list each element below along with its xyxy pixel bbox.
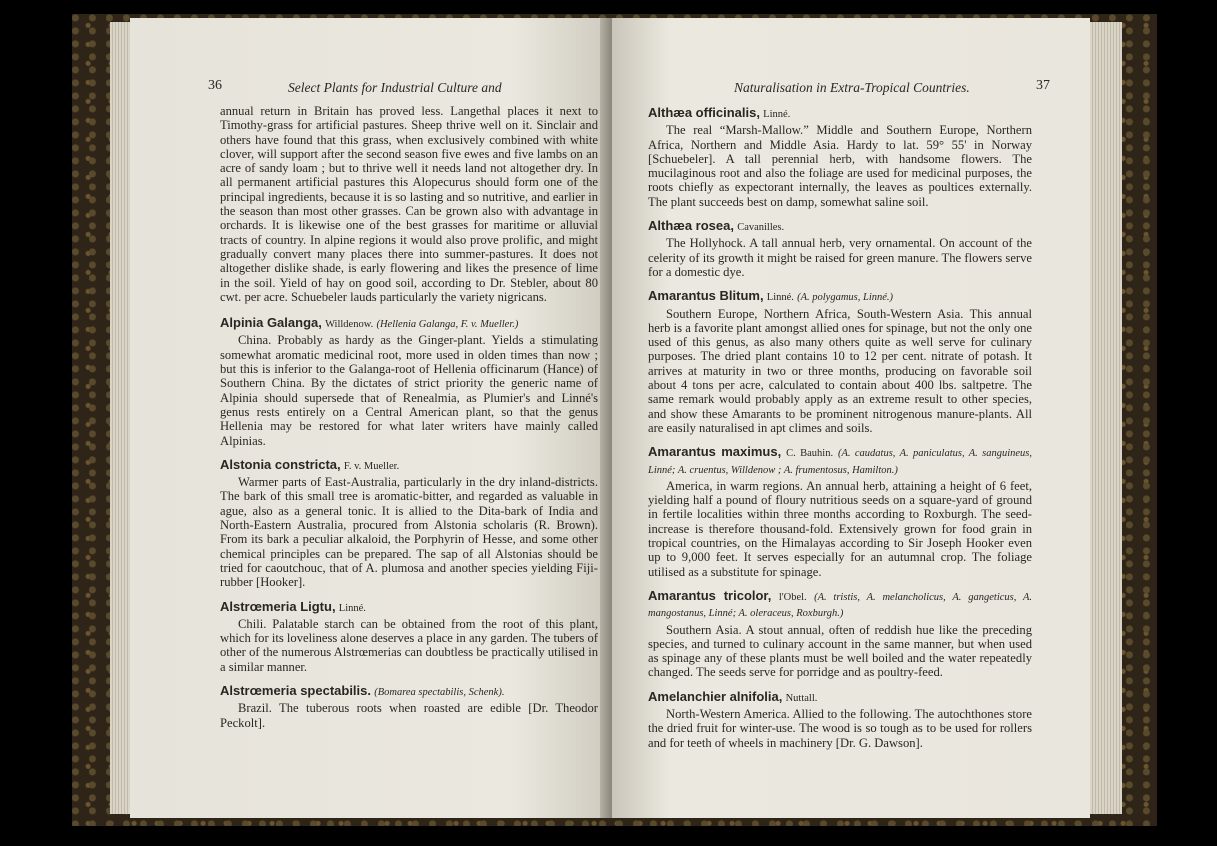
species-name: Althæa rosea, [648,218,734,234]
entry-text: Warmer parts of East-Australia, particularly in the dry inland-districts. The bark of this small tree is aromatic-bitter, and regarded as valuable in ague, also as a general tonic. It is allied to the Dita-bark of India and North-Eastern Australia, procured from Alstonia scholaris (R. Brown). From its bark a peculiar alkaloid, the Porphyrin of Hesse, and some other chemical principles can be prepared. The sap of all Alstonias should be tried for caoutchouc, that of A. plumosa and another species yielding Fiji-rubber [Hooker]. [220,475,598,590]
entry-text: Brazil. The tuberous roots when roasted are edible [Dr. Theodor Peckolt]. [220,701,598,730]
entry-text: The real “Marsh-Mallow.” Middle and Southern Europe, Northern Africa, Northern and Middle Asia. Hardy to lat. 59° 55' in Norway [Schuebeler]. A tall perennial herb, with handsome flowers. The mucilaginous root and also the foliage are used for medicinal purposes, the roots chiefly as expectorant internally, the leaves as poultices externally. The plant succeeds best on damp, somewhat saline soil. [648,123,1032,209]
entry-heading [648,445,1032,478]
page-number: 37 [1036,78,1050,93]
species-name: Alstrœmeria Ligtu, [220,598,336,614]
authority: Linné. [338,602,366,614]
entry [648,219,1032,279]
page-number: 36 [208,78,222,93]
species-name: Amelanchier alnifolia, [648,688,783,704]
running-head: Naturalisation in Extra-Tropical Countries. [734,80,970,95]
entry-heading [220,684,598,700]
entry-heading [648,690,1032,706]
synonyms: (Bomarea spectabilis, Schenk). [374,686,505,698]
entry-text: America, in warm regions. An annual herb, attaining a height of 6 feet, yielding half a pound of floury nutritious seeds on a square-yard of ground in fertile localities within three months according to Roxburgh. The seed-increase is therefore thousand-fold. Extensively grown for food grain in tropical countries, on the Himalayas according to Sir Joseph Hooker even up to 9,000 feet. It serves especially for an autumnal crop. The foliage utilised as a substitute for spinage. [648,478,1032,579]
left-text-block [220,104,598,740]
synonyms: (A. tristis, A. melancholicus, A. gangeticus, A. mangostanus, Linné; A. oleraceus, Roxburgh.) [648,591,1033,620]
entry-text: North-Western America. Allied to the following. The autochthones store the dried fruit for winter-use. The wood is so tough as to be used for rollers and for teeth of wheels in machinery [Dr. G. Dawson]. [648,706,1032,750]
entry-text: The Hollyhock. A tall annual herb, very ornamental. On account of the celerity of its growth it might be raised for green manure. The flowers serve for a domestic dye. [648,236,1032,279]
authority: Nuttall. [785,692,818,704]
entry-heading [648,219,1032,235]
authority: Willdenow. [325,319,374,331]
authority: l'Obel. [778,591,807,603]
species-name: Amarantus Blitum, [648,288,764,304]
entry-heading [220,458,598,474]
entry [648,289,1032,435]
right-page [612,18,1090,818]
entry [220,316,598,448]
entry-heading [220,316,598,332]
entry [220,684,598,730]
entry-text: Southern Asia. A stout annual, often of reddish hue like the preceding species, and turned to culinary account in the same manner, but when used as spinage any of these plants must be well boiled and the water repeatedly changed. The seeds serve for porridge and as poultry-feed. [648,622,1032,680]
entry [648,589,1032,680]
entry [648,690,1032,750]
entry-text: Southern Europe, Northern Africa, South-Western Asia. This annual herb is a favorite plant amongst allied ones for spinage, but not the only one used of this genus, as also many others quite as well serve for culinary purposes. The dried plant contains 10 to 12 per cent. nitrate of potash. It arrives at maturity in two or three months, producing on favorable soil about 4 tons per acre, calculated to contain about 400 lbs. saltpetre. The same remark would probably apply as an extreme result to other species, and show these Amarants to be prominent nitrogenous manure-plants. All are easily naturalised in apt climes and soils. [648,306,1032,435]
authority: Linné. [766,292,794,304]
entry-heading [648,289,1032,305]
synonyms: (Hellenia Galanga, F. v. Mueller.) [376,319,519,331]
entry [648,445,1032,579]
entry-heading [220,600,598,616]
entry-heading [648,589,1032,622]
running-head: Select Plants for Industrial Culture and [288,80,502,95]
entry-heading [648,106,1032,122]
authority: Cavanilles. [737,222,785,234]
authority: Linné. [763,109,791,120]
species-name: Althæa officinalis, [648,105,760,120]
species-name: Amarantus maximus, [648,444,782,460]
authority: C. Bauhin. [786,448,834,460]
entry [648,106,1032,209]
synonyms: (A. caudatus, A. paniculatus, A. sanguineus, Linné; A. cruentus, Willdenow ; A. frumentosus, Hamilton.) [648,448,1032,476]
entry [220,600,598,674]
entry-text: Chili. Palatable starch can be obtained from the root of this plant, which for its loveliness alone deserves a place in any garden. The tubers of other of the numerous Alstrœmerias can doubtless be practically utilised in a similar manner. [220,616,598,674]
authority: F. v. Mueller. [343,460,400,472]
intro-paragraph: annual return in Britain has proved less. Langethal places it next to Timothy-grass for artificial pastures. Sheep thrive well on it. Sinclair and others have found that this grass, when exclusively combined with white clover, will support after the second season five ewes and five lambs on an acre of sandy loam ; but to thrive well it needs land not altogether dry. In all permanent artificial pastures this Alopecurus should form one of the principal ingredients, because it is so lasting and so nutritive, and earlier in the season than most other grasses. Can be grown also with advantage in orchards. It is likewise one of the best grasses for maritime or alluvial tracts of country. In alpine regions it would also prove prolific, and might gradually convert many places there into summer-pastures. It does not altogether dislike shade, is early flowering and likes the presence of lime in the soil. Yield of hay on good soil, according to Dr. Stebler, about 80 cwt. per acre. Schuebeler lauds particularly the variety nigricans. [220,104,598,304]
left-page [130,18,608,818]
synonyms: (A. polygamus, Linné.) [797,292,894,304]
species-name: Alpinia Galanga, [220,315,322,331]
species-name: Alstrœmeria spectabilis. [220,682,371,698]
entry-text: China. Probably as hardy as the Ginger-plant. Yields a stimulating somewhat aromatic medicinal root, more used in olden times than now ; but this is inferior to the Galanga-root of Hellenia officinarum (Hance) of Southern China. By the dictates of strict priority the generic name of Alpinia should supersede that of Renealmia, as Plumier's and Linné's genus rests entirely on a Central American plant, so that the genus Hellenia may be restored for what later writers have mainly called Alpinias. [220,333,598,448]
entry [220,458,598,590]
species-name: Amarantus tricolor, [648,587,772,603]
species-name: Alstonia constricta, [220,456,341,472]
right-text-block [648,106,1032,760]
